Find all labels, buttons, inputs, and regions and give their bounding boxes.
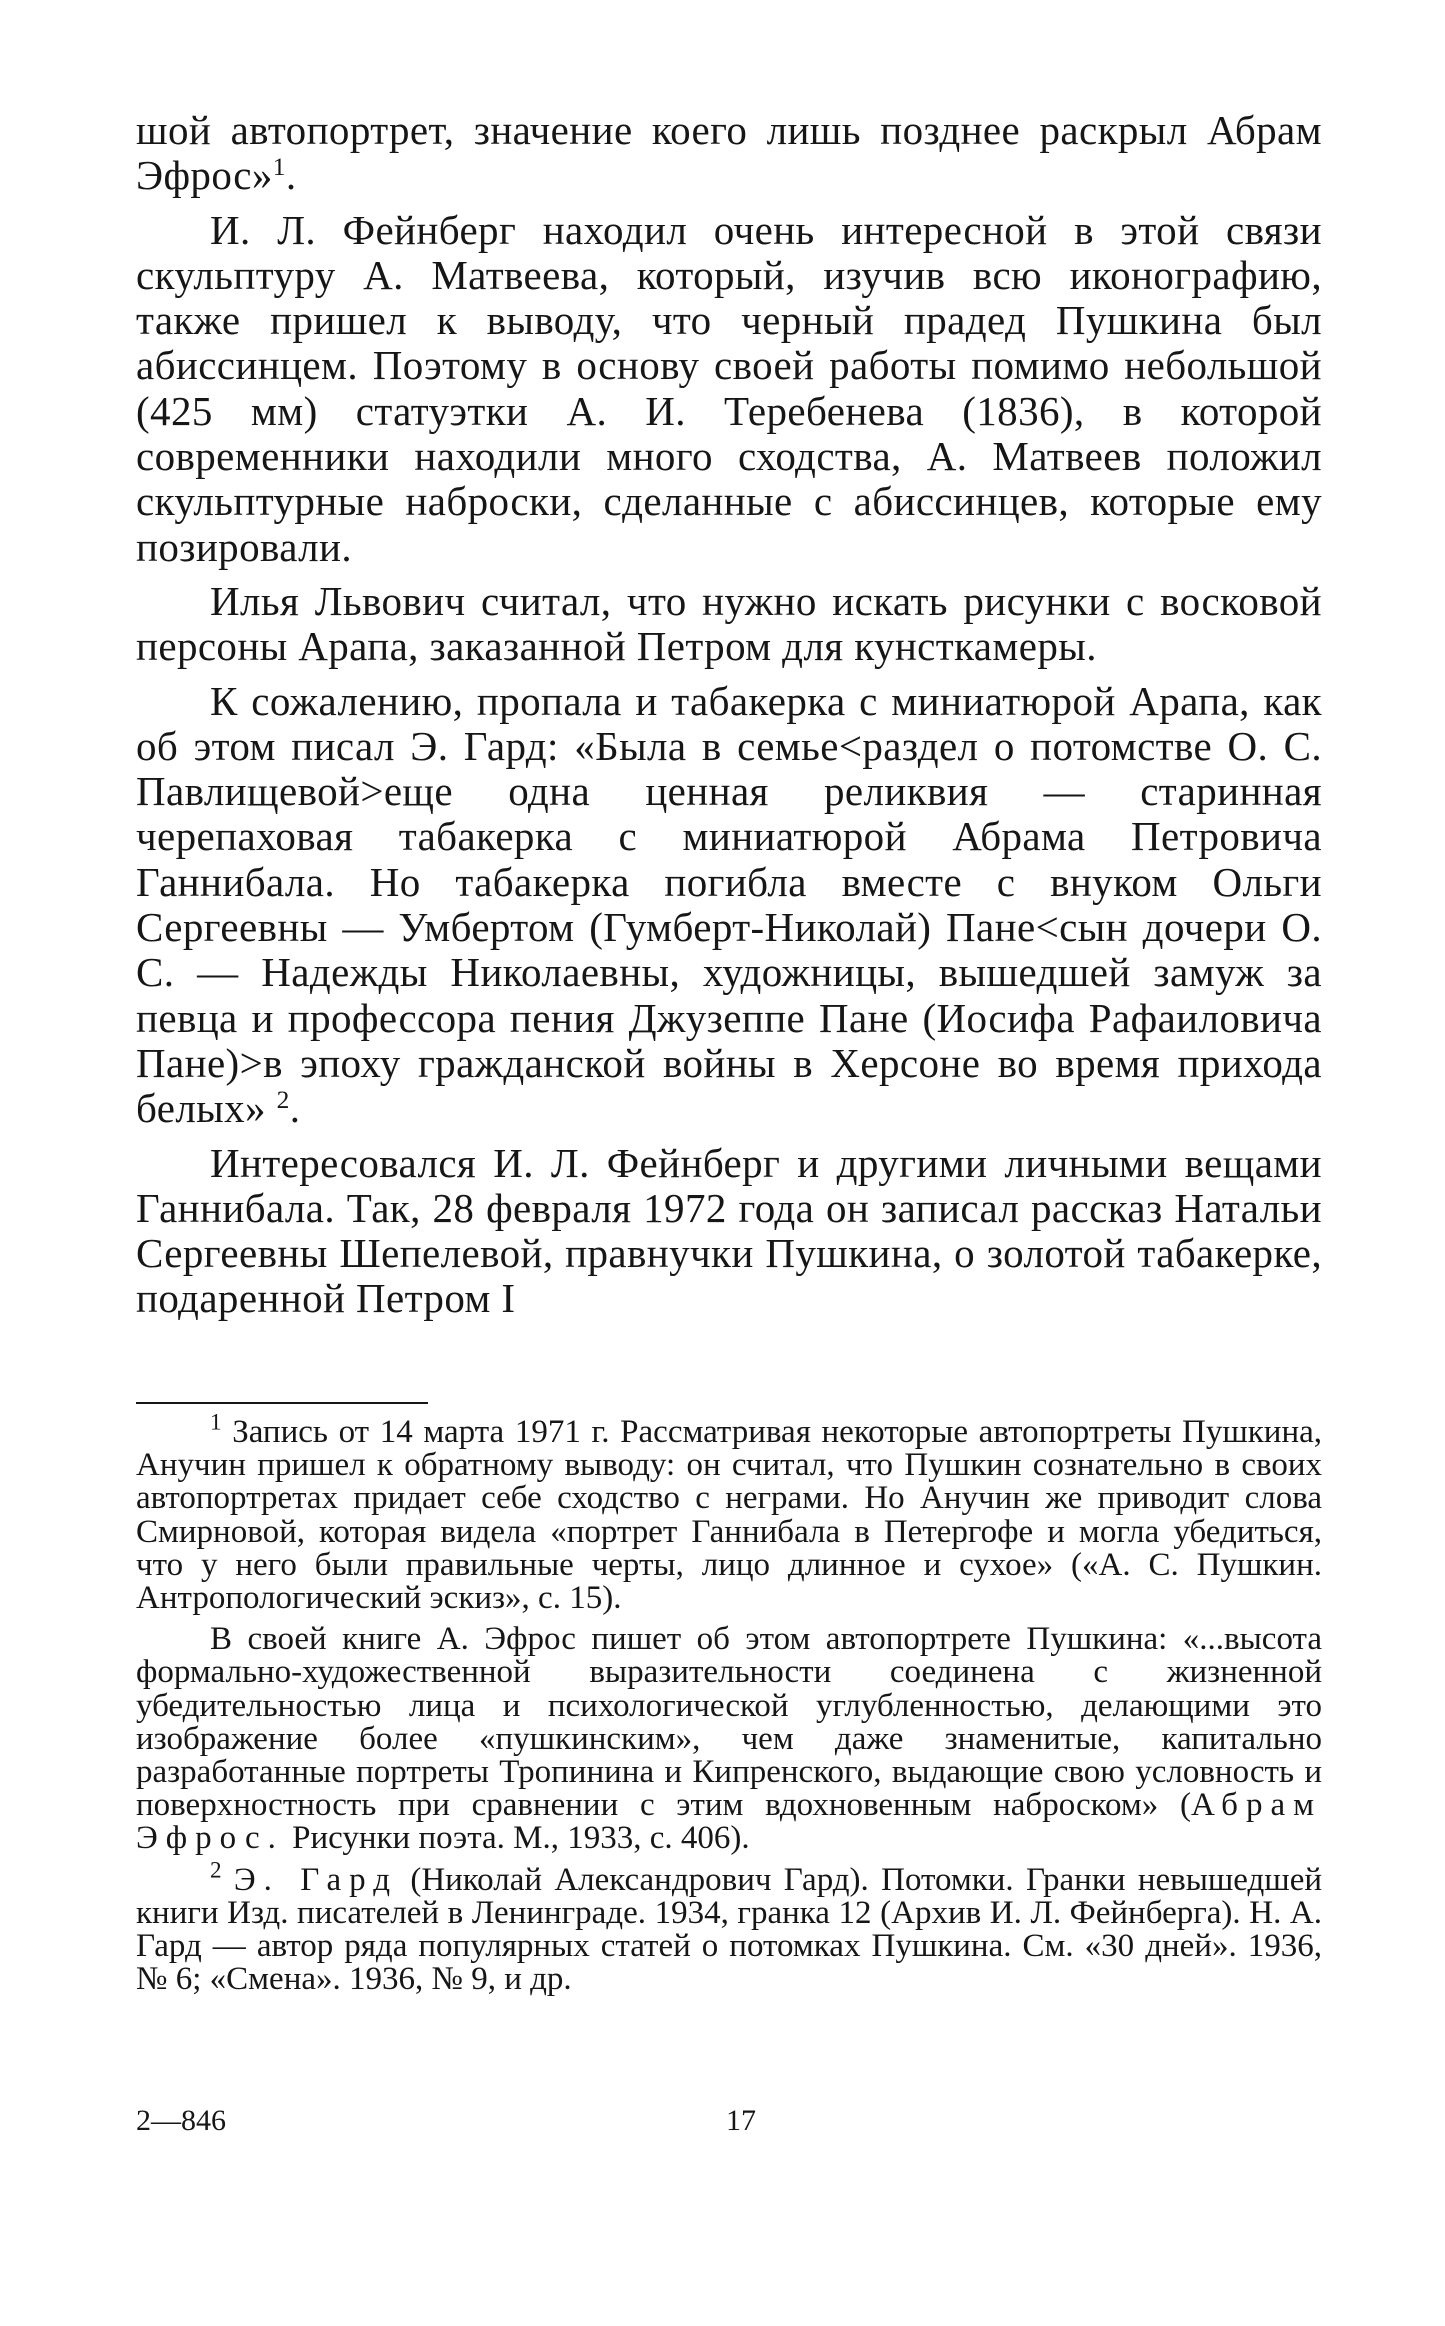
page-number: 17 — [726, 2104, 756, 2137]
paragraph-5: Интересовался И. Л. Фейнберг и другими личными вещами Ганнибала. Так, 28 февраля 1972 года он записал рассказ Натальи Сергеевны Шепелевой, правнучки Пушкина, о золотой табакерке, подаренной Петром I — [136, 1139, 1322, 1322]
footnote-1-author: Абрам Эфрос. — [136, 1787, 1322, 1857]
paragraph-1: шой автопортрет, значение коего лишь позднее раскрыл Абрам Эфрос»$^1$. — [136, 107, 1322, 199]
footnote-1 — [136, 1408, 1322, 1617]
paragraph-2: И. Л. Фейнберг находил очень интересной в этой связи скульптуру А. Матвеева, который, изучив всю иконографию, также пришел к выводу, что черный прадед Пушкина был абиссинцем. Поэтому в основу своей работы помимо небольшой (425 мм) статуэтки А. И. Теребенева (1836), в которой современники находили много сходства, А. Матвеев положил скульптурные наброски, сделанные с абиссинцев, которые ему позировали. — [136, 206, 1322, 570]
footnote-ref-2[interactable]: 2 — [276, 1086, 290, 1115]
footnote-2-author: Э. Гард — [233, 1861, 398, 1898]
footnote-1-continuation: В своей книге А. Эфрос пишет об этом автопортрете Пушкина: «...высота формально-художественной выразительности соединена с жизненной убедительностью лица и психологической углубленностью, делающими это изображение более «пушкинским», чем даже знаменитые, капитально разработанные портреты Тропинина и Кипренского, выдающие свою условность и поверхностность при сравнении с этим вдохновенным наброском» (Абрам Эфрос. Рисунки поэта. М., 1933, с. 406). — [136, 1621, 1322, 1857]
footnote-1-text: Запись от 14 марта 1971 г. Рассматривая некоторые автопортреты Пушкина, Анучин пришел к обратному выводу: он считал, что Пушкин сознательно в своих автопортретах придает себе сходство с неграми. Но Анучин же приводит слова Смирновой, которая видела «портрет Ганнибала в Петергофе и могла убедиться, что у него были правильные черты, лицо длинное и сухое» («А. С. Пушкин. Антропологический эскиз», с. 15). — [136, 1414, 1322, 1617]
footnote-1-cont-text: В своей книге А. Эфрос пишет об этом автопортрете Пушкина: «...высота формально-художественной выразительности соединена с жизненной убедительностью лица и психологической углубленностью, делающими это изображение более «пушкинским», чем даже знаменитые, капитально разработанные портреты Тропинина и Кипренского, выдающие свою условность и поверхностность при сравнении с этим вдохновенным наброском» — [136, 1621, 1322, 1824]
paragraph-1-text: шой автопортрет, значение коего лишь позднее раскрыл Абрам Эфрос» — [136, 107, 1322, 199]
footnote-1-marker: 1 — [210, 1408, 222, 1435]
page-body — [136, 108, 1322, 1322]
main-text — [136, 108, 1322, 1322]
footnote-2 — [136, 1855, 1323, 1998]
signature-mark: 2—846 — [136, 2104, 226, 2137]
page-footer — [136, 2104, 1322, 2144]
footnotes — [136, 1408, 1323, 1998]
paragraph-3: Илья Львович считал, что нужно искать рисунки с восковой персоны Арапа, заказанной Петром для кунсткамеры. — [136, 577, 1322, 670]
footnote-divider — [136, 1402, 428, 1404]
footnote-2-marker: 2 — [210, 1855, 222, 1882]
footnote-ref-1[interactable]: 1 — [272, 153, 286, 182]
paragraph-4-text: К сожалению, пропала и табакерка с миниатюрой Арапа, как об этом писал Э. Гард: «Была в семье<раздел о потомстве О. С. Павлищевой>еще одна ценная реликвия — старинная черепаховая табакерка с миниатюрой Абрама Петровича Ганнибала. Но табакерка погибла вместе с внуком Ольги Сергеевны — Умбертом (Гумберт-Николай) Пане<сын дочери О. С. — Надежды Николаевны, художницы, вышедшей замуж за певца и профессора пения Джузеппе Пане (Иосифа Рафаиловича Пане)>в эпоху гражданской войны в Херсоне во время прихода белых» — [136, 677, 1322, 1132]
footnote-2-text: (Николай Александрович Гард). Потомки. Гранки невышедшей книги Изд. писателей в Ленинграде. 1934, гранка 12 (Архив И. Л. Фейнберга). Н. А. Гард — автор ряда популярных статей о потомках Пушкина. См. «30 дней». 1936, № 6; «Смена». 1936, № 9, и др. — [136, 1861, 1323, 1998]
paragraph-4: К сожалению, пропала и табакерка с миниатюрой Арапа, как об этом писал Э. Гард: «Была в семье<раздел о потомстве О. С. Павлищевой>еще одна ценная реликвия — старинная черепаховая табакерка с миниатюрой Абрама Петровича Ганнибала. Но табакерка погибла вместе с внуком Ольги Сергеевны — Умбертом (Гумберт-Николай) Пане<сын дочери О. С. — Надежды Николаевны, художницы, вышедшей замуж за певца и профессора пения Джузеппе Пане (Иосифа Рафаиловича Пане)>в эпоху гражданской войны в Херсоне во время прихода белых» $^2$. — [136, 677, 1322, 1132]
footnote-1-cont-end: Рисунки поэта. М., 1933, с. 406). — [292, 1820, 750, 1857]
